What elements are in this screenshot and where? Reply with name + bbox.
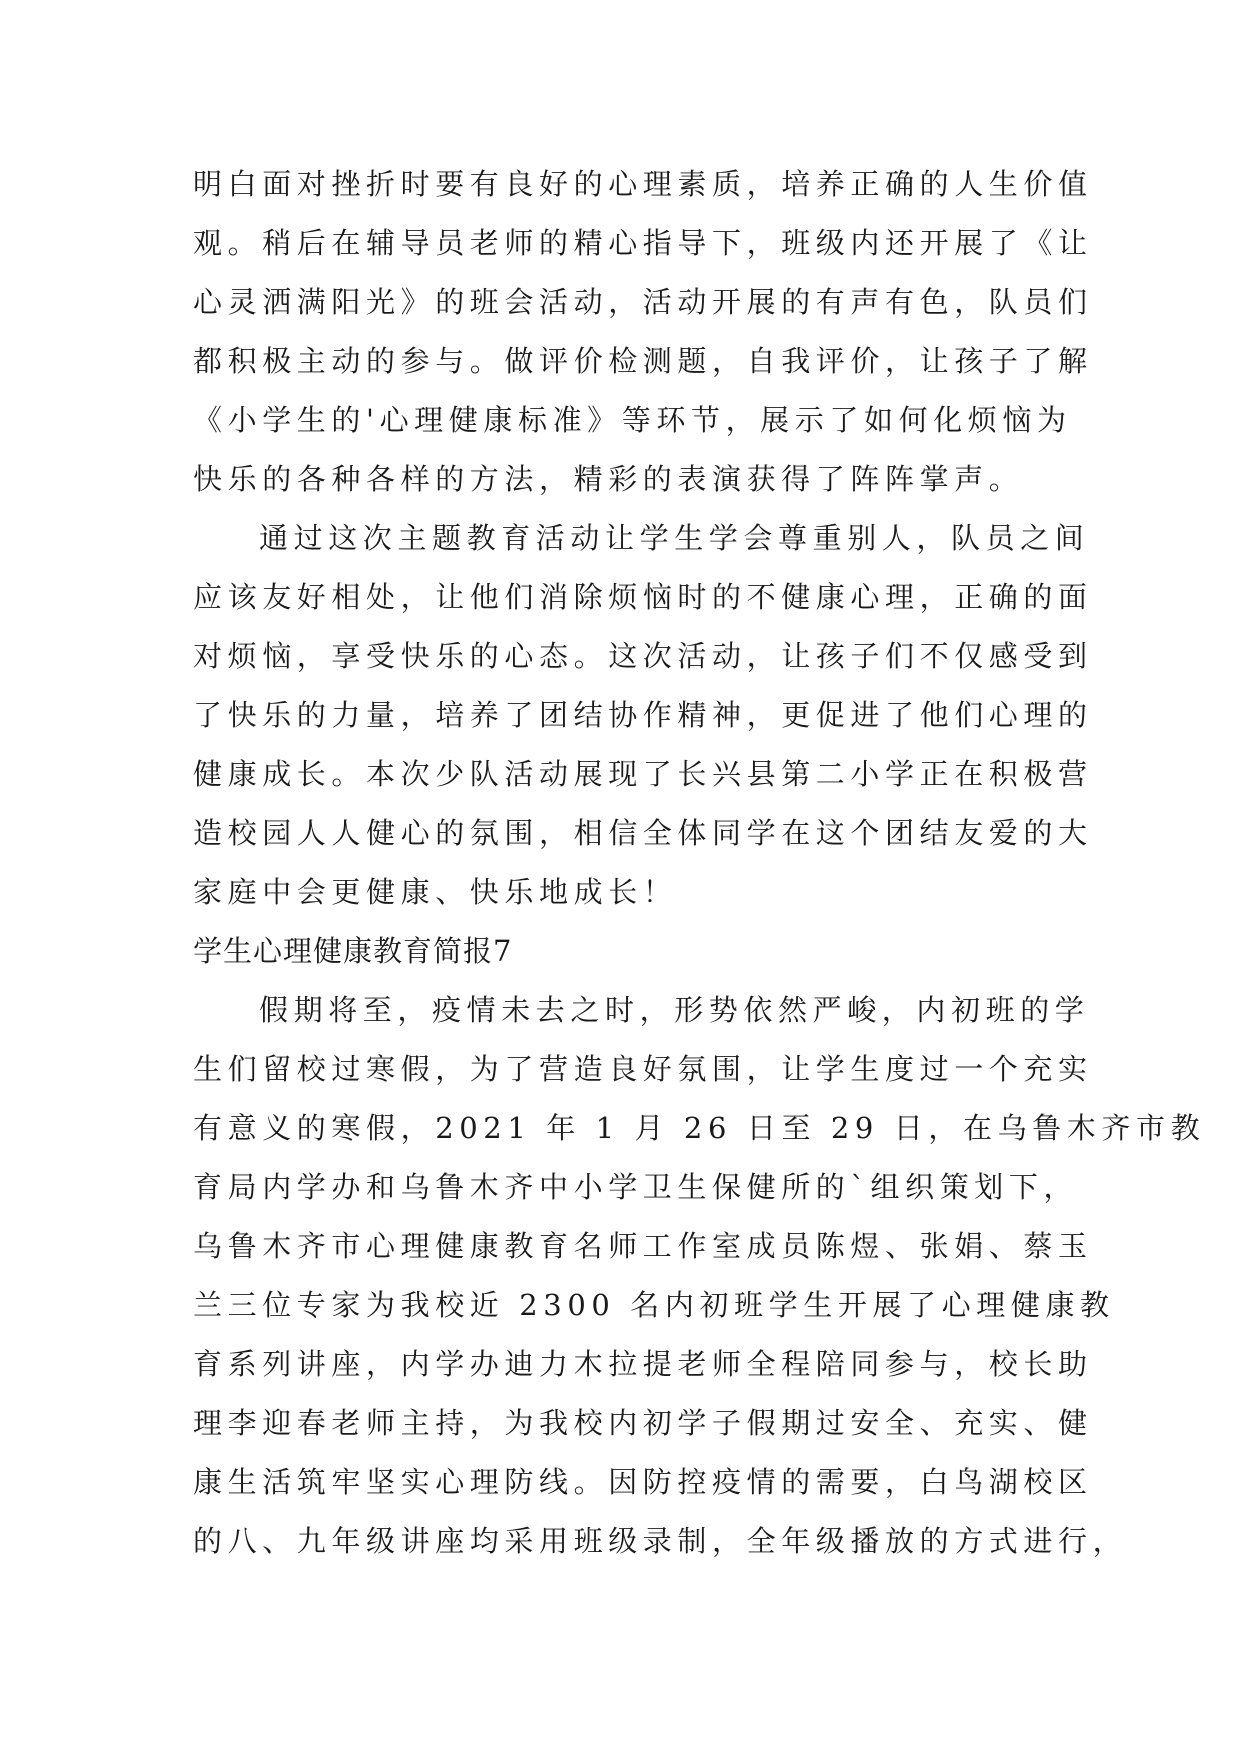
text-line: 家庭中会更健康、快乐地成长！ [193,875,678,909]
text-line: 康生活筑牢坚实心理防线。因防控疫情的需要，白鸟湖校区 [193,1465,1093,1499]
text-line: 明白面对挫折时要有良好的心理素质，培养正确的人生价值 [193,167,1093,201]
text-line: 观。稍后在辅导员老师的精心指导下，班级内还开展了《让 [193,226,1093,260]
text-line: 兰三位专家为我校近 2300 名内初班学生开展了心理健康教 [193,1288,1115,1322]
text-line: 了快乐的力量，培养了团结协作精神，更促进了他们心理的 [193,698,1093,732]
text-line: 心灵洒满阳光》的班会活动，活动开展的有声有色，队员们 [193,285,1093,319]
text-line: 有意义的寒假，2021 年 1 月 26 日至 29 日，在乌鲁木齐市教 [193,1111,1206,1145]
text-line: 造校园人人健心的氛围，相信全体同学在这个团结友爱的大 [193,816,1093,850]
text-line: 假期将至，疫情未去之时，形势依然严峻，内初班的学 [259,993,1090,1027]
text-line: 对烦恼，享受快乐的心态。这次活动，让孩子们不仅感受到 [193,639,1093,673]
section-heading: 学生心理健康教育简报7 [193,934,513,968]
text-line: 的八、九年级讲座均采用班级录制，全年级播放的方式进行， [193,1524,1128,1558]
text-line: 都积极主动的参与。做评价检测题，自我评价，让孩子了解 [193,344,1093,378]
text-line: 《小学生的'心理健康标准》等环节，展示了如何化烦恼为 [193,403,1072,437]
text-line: 育局内学办和乌鲁木齐中小学卫生保健所的`组织策划下， [193,1170,1079,1204]
text-line: 育系列讲座，内学办迪力木拉提老师全程陪同参与，校长助 [193,1347,1093,1381]
paragraph-1 [193,155,1093,509]
text-line: 通过这次主题教育活动让学生学会尊重别人，队员之间 [259,521,1090,555]
paragraph-3 [193,981,1206,1571]
document-body [193,155,1206,1571]
paragraph-2 [193,509,1093,922]
text-line: 理李迎春老师主持，为我校内初学子假期过安全、充实、健 [193,1406,1093,1440]
text-line: 健康成长。本次少队活动展现了长兴县第二小学正在积极营 [193,757,1093,791]
text-line: 快乐的各种各样的方法，精彩的表演获得了阵阵掌声。 [193,462,1024,496]
text-line: 乌鲁木齐市心理健康教育名师工作室成员陈煜、张娟、蔡玉 [193,1229,1093,1263]
text-line: 生们留校过寒假，为了营造良好氛围，让学生度过一个充实 [193,1052,1093,1086]
text-line: 应该友好相处，让他们消除烦恼时的不健康心理，正确的面 [193,580,1093,614]
